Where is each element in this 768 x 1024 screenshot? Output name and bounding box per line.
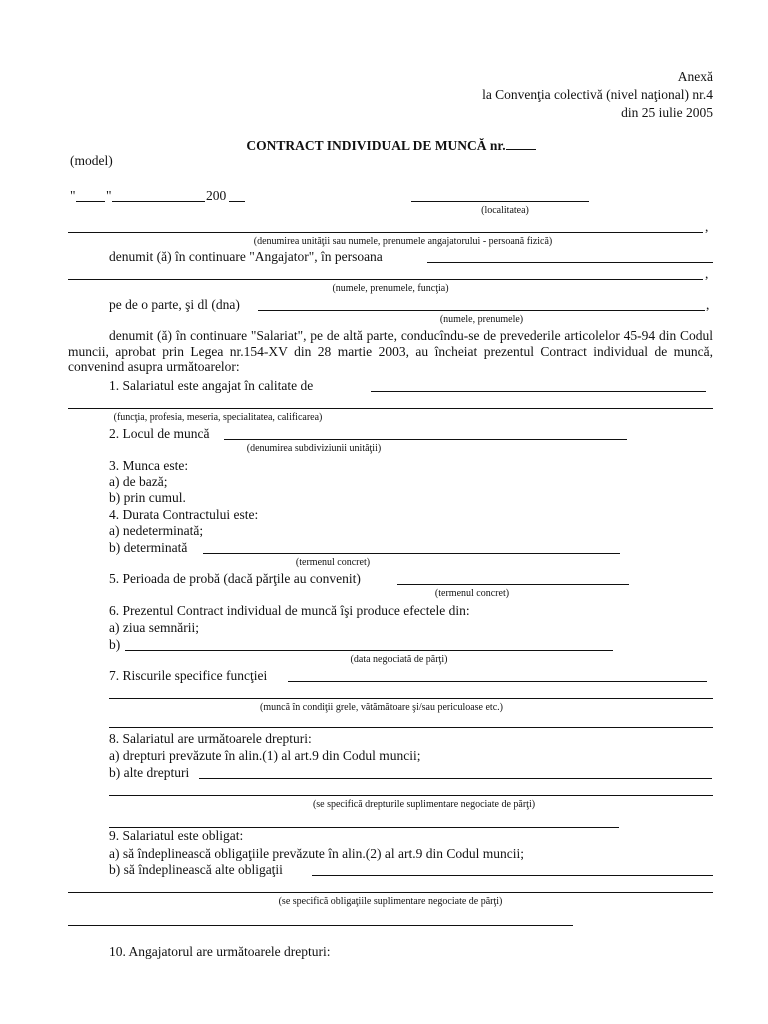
clause-1-text: 1. Salariatul este angajat în calitate de bbox=[109, 378, 314, 393]
model-label: (model) bbox=[70, 153, 113, 168]
clause-9b-text: b) să îndeplinească alte obligaţii bbox=[109, 862, 283, 877]
clause-2-text: 2. Locul de muncă bbox=[109, 426, 210, 441]
comma: , bbox=[705, 266, 709, 281]
clause-8-text: 8. Salariatul are următoarele drepturi: bbox=[109, 731, 312, 746]
employee-caption: (numele, prenumele) bbox=[439, 314, 524, 325]
clause-7-blank bbox=[288, 681, 707, 682]
locality-caption: (localitatea) bbox=[481, 205, 529, 216]
document-title: CONTRACT INDIVIDUAL DE MUNCĂ nr. bbox=[246, 138, 506, 153]
clause-9-blank-2 bbox=[68, 892, 713, 893]
clause-8-blank-2 bbox=[109, 795, 713, 796]
comma: , bbox=[706, 297, 710, 312]
contract-number-blank bbox=[506, 138, 536, 150]
clause-5-text: 5. Perioada de probă (dacă părţile au convenit) bbox=[109, 571, 361, 586]
month-blank bbox=[112, 201, 205, 202]
clause-9-text: 9. Salariatul este obligat: bbox=[109, 828, 244, 843]
clause-7-blank-3 bbox=[109, 727, 713, 728]
clause-2-caption: (denumirea subdiviziunii unităţii) bbox=[246, 443, 382, 454]
clause-6a-text: a) ziua semnării; bbox=[109, 620, 199, 635]
clause-2-blank bbox=[224, 439, 627, 440]
annex-label: Anexă bbox=[677, 69, 713, 84]
clause-10-text: 10. Angajatorul are următoarele drepturi: bbox=[109, 944, 331, 959]
employer-name-blank bbox=[68, 232, 703, 233]
clause-4-caption: (termenul concret) bbox=[295, 557, 371, 568]
date-open-quote: " bbox=[70, 188, 76, 203]
clause-1-blank bbox=[371, 391, 706, 392]
clause-9-blank bbox=[312, 875, 713, 876]
convention-reference: la Convenţia colectivă (nivel naţional) nr.4 bbox=[482, 87, 713, 102]
clause-7-caption: (muncă în condiţii grele, vătămătoare şi/sau periculoase etc.) bbox=[260, 702, 503, 713]
clause-3a-text: a) de bază; bbox=[109, 474, 168, 489]
preamble-paragraph: denumit (ă) în continuare "Salariat", pe de altă parte, conducîndu-se de prevederile articolelor 45-94 din Codul muncii, aprobat prin Legea nr.154-XV din 28 martie 2003, au încheiat prezentul Contract individual de muncă, convenind asupra următoarelor: bbox=[68, 328, 713, 374]
clause-8a-text: a) drepturi prevăzute în alin.(1) al art.9 din Codul muncii; bbox=[109, 748, 421, 763]
clause-6b-text: b) bbox=[109, 637, 121, 652]
clause-6-blank bbox=[125, 650, 613, 651]
clause-3b-text: b) prin cumul. bbox=[109, 490, 186, 505]
employer-caption: (denumirea unităţii sau numele, prenumele angajatorului - persoană fizică) bbox=[253, 236, 553, 247]
clause-7-text: 7. Riscurile specifice funcţiei bbox=[109, 668, 268, 683]
clause-7-blank-2 bbox=[109, 698, 713, 699]
employee-intro: pe de o parte, şi dl (dna) bbox=[109, 297, 240, 312]
clause-5-caption: (termenul concret) bbox=[434, 588, 510, 599]
representative-caption: (numele, prenumele, funcţia) bbox=[332, 283, 449, 294]
day-blank bbox=[76, 201, 105, 202]
clause-6-caption: (data negociată de părţi) bbox=[350, 654, 448, 665]
clause-3-text: 3. Munca este: bbox=[109, 458, 189, 473]
employer-called-text: denumit (ă) în continuare "Angajator", în persoana bbox=[109, 249, 383, 264]
year-prefix: 200 bbox=[206, 188, 227, 203]
representative-blank bbox=[427, 262, 713, 263]
year-blank bbox=[229, 201, 245, 202]
representative-blank-2 bbox=[68, 279, 703, 280]
clause-1-caption: (funcţia, profesia, meseria, specialitatea, calificarea) bbox=[113, 412, 323, 423]
clause-1-blank-2 bbox=[68, 408, 713, 409]
date-close-quote: " bbox=[106, 188, 112, 203]
clause-4-blank bbox=[203, 553, 620, 554]
comma: , bbox=[705, 219, 709, 234]
employee-name-blank bbox=[258, 310, 705, 311]
clause-4-text: 4. Durata Contractului este: bbox=[109, 507, 259, 522]
locality-blank bbox=[411, 201, 589, 202]
clause-8-caption: (se specifică drepturile suplimentare negociate de părţi) bbox=[312, 799, 536, 810]
clause-9a-text: a) să îndeplinească obligaţiile prevăzute în alin.(2) al art.9 din Codul muncii; bbox=[109, 846, 524, 861]
clause-9-blank-3 bbox=[68, 925, 573, 926]
convention-date: din 25 iulie 2005 bbox=[621, 105, 713, 120]
clause-4a-text: a) nedeterminată; bbox=[109, 523, 204, 538]
document-title-row bbox=[0, 138, 768, 153]
clause-5-blank bbox=[397, 584, 629, 585]
clause-4b-text: b) determinată bbox=[109, 540, 188, 555]
clause-8b-text: b) alte drepturi bbox=[109, 765, 190, 780]
clause-9-caption: (se specifică obligaţiile suplimentare negociate de părţi) bbox=[278, 896, 503, 907]
clause-6-text: 6. Prezentul Contract individual de muncă îşi produce efectele din: bbox=[109, 603, 470, 618]
clause-8-blank bbox=[199, 778, 712, 779]
